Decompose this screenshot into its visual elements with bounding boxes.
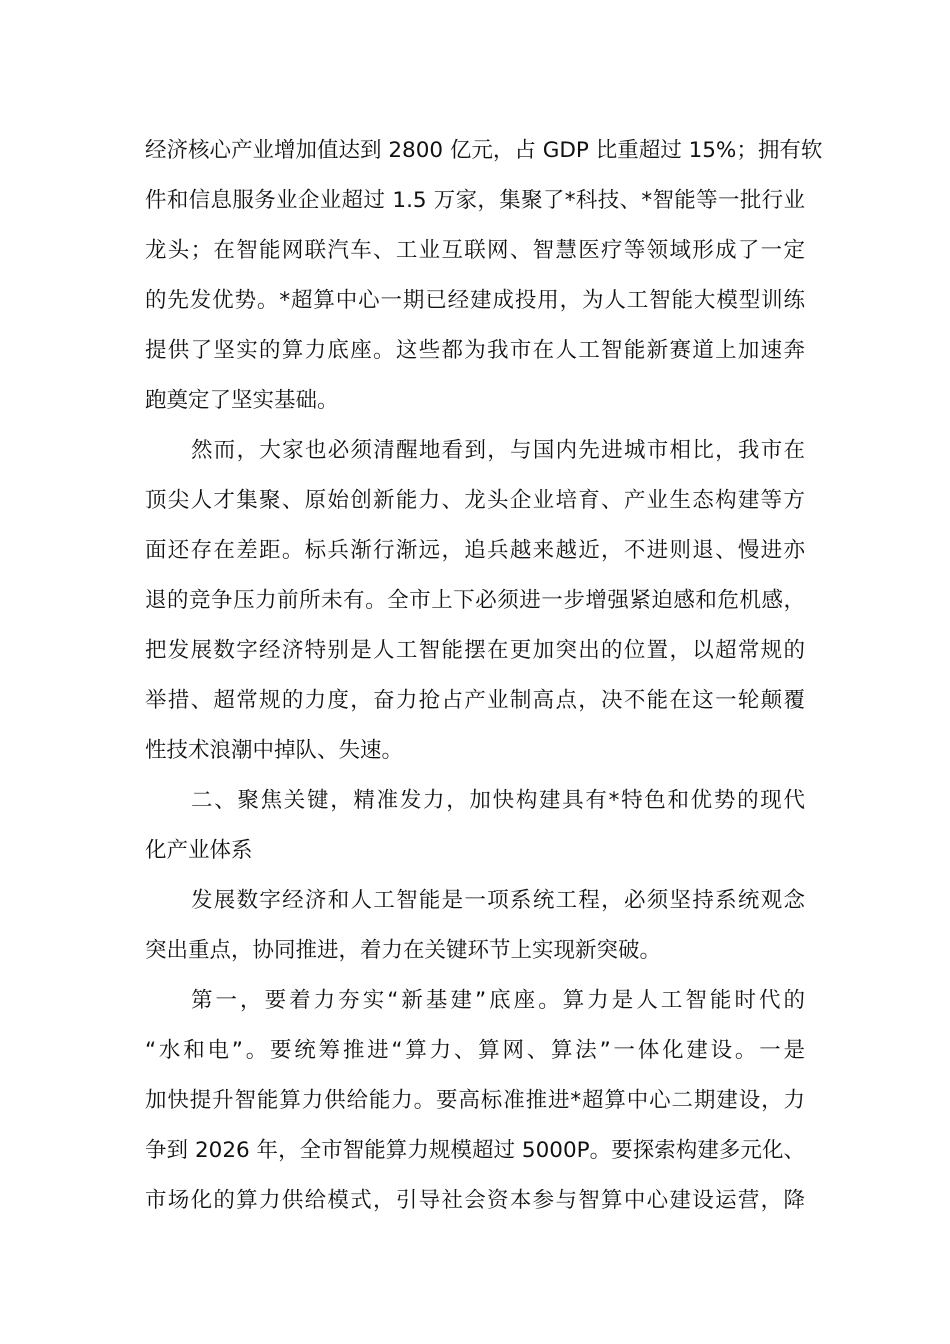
paragraph — [145, 976, 805, 1226]
text-line: 性技术浪潮中掉队、失速。 — [145, 738, 404, 763]
document-body — [145, 126, 823, 1226]
text-line: 市场化的算力供给模式，引导社会资本参与智算中心建设运营，降 — [145, 1188, 805, 1213]
paragraph — [145, 126, 823, 426]
text-line: 二、聚焦关键，精准发力，加快构建具有*特色和优势的现代 — [191, 788, 805, 813]
text-line: 把发展数字经济特别是人工智能摆在更加突出的位置，以超常规的 — [145, 638, 805, 663]
text-line: 经济核心产业增加值达到 2800 亿元，占 GDP 比重超过 15%；拥有软 — [145, 138, 823, 163]
text-line: 发展数字经济和人工智能是一项系统工程，必须坚持系统观念 — [191, 888, 805, 913]
text-line: 退的竞争压力前所未有。全市上下必须进一步增强紧迫感和危机感， — [145, 588, 805, 613]
text-line: 跑奠定了坚实基础。 — [145, 388, 339, 413]
text-line: 顶尖人才集聚、原始创新能力、龙头企业培育、产业生态构建等方 — [145, 488, 805, 513]
text-line: 龙头；在智能网联汽车、工业互联网、智慧医疗等领域形成了一定 — [145, 238, 805, 263]
text-line: 举措、超常规的力度，奋力抢占产业制高点，决不能在这一轮颠覆 — [145, 688, 805, 713]
text-line: 第一，要着力夯实“新基建”底座。算力是人工智能时代的 — [191, 988, 805, 1013]
text-line: “水和电”。要统筹推进“算力、算网、算法”一体化建设。一是 — [145, 1038, 805, 1063]
text-line: 突出重点，协同推进，着力在关键环节上实现新突破。 — [145, 938, 662, 963]
text-line: 化产业体系 — [145, 838, 253, 863]
text-line: 面还存在差距。标兵渐行渐远，追兵越来越近，不进则退、慢进亦 — [145, 538, 805, 563]
text-line: 件和信息服务业企业超过 1.5 万家，集聚了*科技、*智能等一批行业 — [145, 188, 805, 213]
paragraph — [145, 426, 805, 776]
paragraph — [145, 776, 805, 876]
paragraph — [145, 876, 805, 976]
text-line: 争到 2026 年，全市智能算力规模超过 5000P。要探索构建多元化、 — [145, 1138, 805, 1163]
text-line: 然而，大家也必须清醒地看到，与国内先进城市相比，我市在 — [191, 438, 805, 463]
text-line: 加快提升智能算力供给能力。要高标准推进*超算中心二期建设，力 — [145, 1088, 805, 1113]
text-line: 提供了坚实的算力底座。这些都为我市在人工智能新赛道上加速奔 — [145, 338, 805, 363]
text-line: 的先发优势。*超算中心一期已经建成投用，为人工智能大模型训练 — [145, 288, 805, 313]
